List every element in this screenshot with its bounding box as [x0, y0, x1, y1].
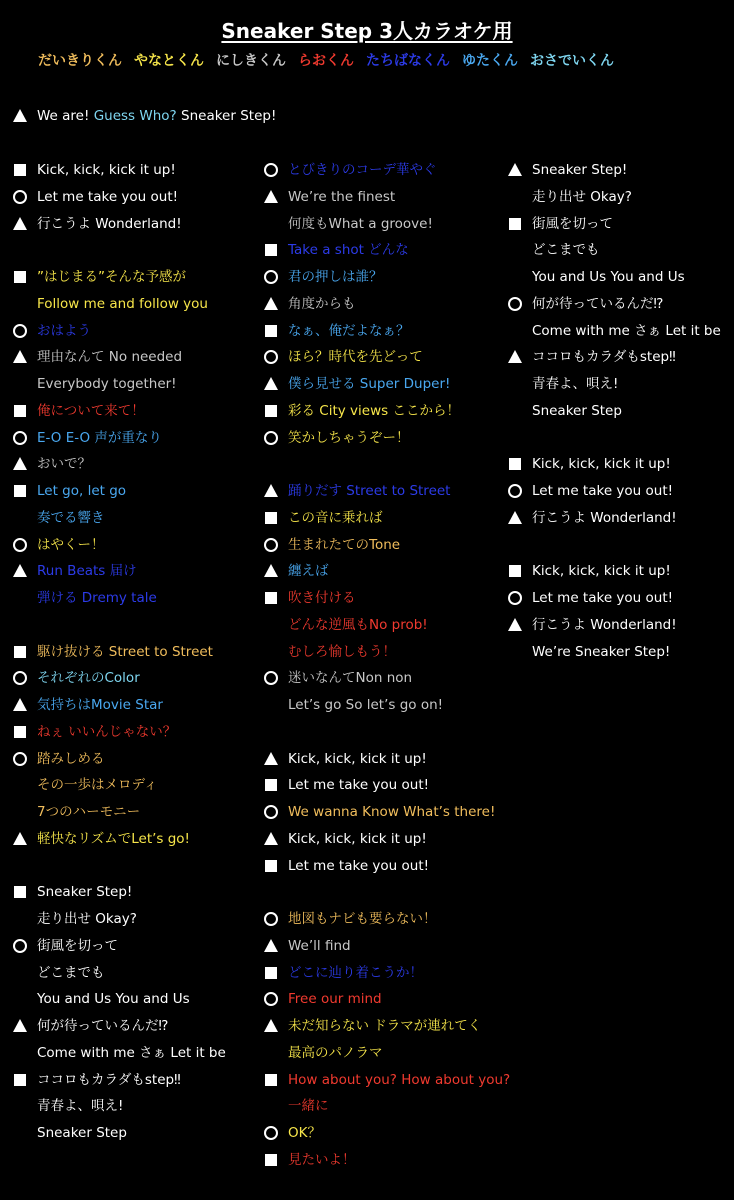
lyric-segment: Sneaker Step!	[37, 884, 133, 900]
lyric-text	[288, 291, 356, 317]
lyric-text	[288, 425, 410, 451]
lyric-segment: Follow me and follow you	[37, 296, 208, 312]
lyric-segment: Kick, kick, kick it up!	[288, 831, 427, 847]
lyric-segment: ねぇ いいんじゃない？	[37, 724, 177, 740]
lyric-text	[288, 906, 437, 932]
lyric-text	[288, 960, 423, 986]
circle-marker-icon	[264, 805, 278, 819]
lyric-text	[532, 291, 663, 317]
lyric-text	[288, 532, 400, 558]
lyric-segment: 僕ら見せる Super Duper!	[288, 376, 451, 392]
lyric-segment: We’re the finest	[288, 189, 396, 205]
lyric-segment: 彩る City views ここから！	[288, 403, 460, 419]
lyric-segment: ほら？時代を先どって	[288, 349, 423, 365]
lyric-text	[532, 371, 618, 397]
lyric-segment: 青春よ、唄え!	[37, 1098, 124, 1114]
square-marker-icon	[509, 218, 521, 230]
lyric-segment: ココロもカラダもstep‼	[532, 349, 676, 365]
lyric-segment: 行こうよ Wonderland!	[532, 617, 677, 633]
lyric-text	[288, 933, 351, 959]
square-marker-icon	[265, 779, 277, 791]
lyric-text	[532, 478, 673, 504]
member-name: おさでいくん	[530, 53, 614, 69]
lyric-segment: 奏でる響き	[37, 510, 105, 526]
lyric-segment: We’ll find	[288, 938, 351, 954]
triangle-marker-icon	[264, 832, 278, 845]
lyric-text	[532, 558, 671, 584]
lyric-segment: おいで？	[37, 456, 91, 472]
lyric-text	[288, 184, 395, 210]
lyric-segment: 理由なんて No needed	[37, 349, 183, 365]
lyric-segment: 君の押しは誰？	[288, 269, 383, 285]
lyric-segment: 何度もWhat a groove!	[288, 216, 433, 232]
triangle-marker-icon	[508, 163, 522, 176]
lyric-segment: 行こうよ Wonderland!	[532, 510, 677, 526]
lyric-text	[288, 344, 423, 370]
lyric-segment: 踊りだす Street to Street	[288, 483, 451, 499]
lyric-segment: Sneaker Step	[532, 403, 622, 419]
square-marker-icon	[265, 1154, 277, 1166]
circle-marker-icon	[264, 270, 278, 284]
lyric-segment: 最高のパノラマ	[288, 1045, 383, 1061]
lyric-segment: 迷いなんてNon non	[288, 670, 413, 686]
circle-marker-icon	[264, 992, 278, 1006]
lyric-segment: Let me take you out!	[288, 858, 430, 874]
lyric-segment: Come with me さぁ Let it be	[37, 1045, 226, 1061]
lyric-segment: はやくー！	[37, 537, 105, 553]
circle-marker-icon	[508, 297, 522, 311]
circle-marker-icon	[264, 671, 278, 685]
square-marker-icon	[265, 405, 277, 417]
lyric-text	[288, 1013, 481, 1039]
lyric-segment: Come with me さぁ Let it be	[532, 323, 721, 339]
square-marker-icon	[509, 458, 521, 470]
triangle-marker-icon	[508, 618, 522, 631]
lyric-text	[288, 665, 412, 691]
lyric-text	[532, 639, 670, 665]
lyric-segment: なぁ、俺だよなぁ？	[288, 323, 410, 339]
lyric-segment: We are!	[37, 108, 94, 124]
lyric-segment: どこまでも	[37, 965, 105, 981]
member-name: らおくん	[298, 53, 354, 69]
lyric-text	[288, 211, 433, 237]
lyric-segment: どこに辿り着こうか！	[288, 965, 423, 981]
lyric-segment: むしろ愉しもう！	[288, 644, 396, 660]
lyric-segment: Kick, kick, kick it up!	[288, 751, 427, 767]
lyric-segment: 俺について来て！	[37, 403, 145, 419]
square-marker-icon	[265, 325, 277, 337]
lyric-text	[288, 371, 450, 397]
lyric-segment: Let me take you out!	[532, 590, 674, 606]
lyric-segment: 弾ける Dremy tale	[37, 590, 157, 606]
lyric-text	[288, 264, 383, 290]
circle-marker-icon	[508, 591, 522, 605]
lyric-text	[532, 211, 613, 237]
triangle-marker-icon	[264, 377, 278, 390]
circle-marker-icon	[264, 163, 278, 177]
lyric-text	[288, 1093, 329, 1119]
lyric-text	[532, 451, 671, 477]
lyric-segment: Free our mind	[288, 991, 382, 1007]
lyric-segment: Kick, kick, kick it up!	[532, 456, 671, 472]
lyric-text	[532, 318, 721, 344]
lyric-text	[288, 1147, 356, 1173]
lyric-segment: 駆け抜ける Street to Street	[37, 644, 213, 660]
lyric-text	[288, 237, 409, 263]
triangle-marker-icon	[264, 752, 278, 765]
lyric-segment: We wanna Know What’s there!	[288, 804, 496, 820]
lyric-segment: 気持ちはMovie Star	[37, 697, 163, 713]
lyric-segment: おはよう	[37, 323, 91, 339]
lyric-text	[288, 986, 382, 1012]
lyric-segment: OK？	[288, 1125, 321, 1141]
circle-marker-icon	[264, 912, 278, 926]
triangle-marker-icon	[508, 350, 522, 363]
lyric-segment: 走り出せ Okay?	[532, 189, 632, 205]
lyric-segment: 笑かしちゃうぞー！	[288, 430, 410, 446]
lyric-text	[288, 558, 329, 584]
lyric-text	[288, 478, 450, 504]
lyric-segment: You and Us You and Us	[37, 991, 190, 1007]
lyric-text	[532, 264, 685, 290]
lyric-text	[288, 639, 396, 665]
lyric-text	[288, 505, 383, 531]
lyric-text	[288, 1120, 321, 1146]
square-marker-icon	[265, 512, 277, 524]
lyric-segment: Let me take you out!	[288, 777, 430, 793]
lyric-text	[288, 1067, 510, 1093]
triangle-marker-icon	[264, 939, 278, 952]
square-marker-icon	[265, 860, 277, 872]
lyric-text	[288, 772, 429, 798]
circle-marker-icon	[264, 350, 278, 364]
lyric-segment: Everybody together!	[37, 376, 177, 392]
lyric-segment: とびきりのコーデ華やぐ	[288, 162, 437, 178]
lyric-segment: Let’s go So let’s go on!	[288, 697, 444, 713]
lyric-segment: Sneaker Step!	[181, 108, 277, 124]
lyric-segment: 未だ知らない ドラマが連れてく	[288, 1018, 482, 1034]
lyric-segment: Let go, let go	[37, 483, 127, 499]
lyric-segment: 吹き付ける	[288, 590, 356, 606]
square-marker-icon	[265, 244, 277, 256]
lyric-text	[532, 612, 677, 638]
lyric-segment: Let me take you out!	[532, 483, 674, 499]
lyric-text	[288, 585, 356, 611]
lyric-text	[288, 799, 495, 825]
lyric-segment: 踏みしめる	[37, 751, 105, 767]
lyric-segment: 何が待っているんだ⁉	[37, 1018, 169, 1034]
lyric-text	[288, 612, 428, 638]
circle-marker-icon	[264, 431, 278, 445]
lyric-text	[288, 692, 443, 718]
member-name: だいきりくん	[38, 53, 122, 69]
lyric-segment: 7つのハーモニー	[37, 804, 141, 820]
lyric-text	[532, 237, 600, 263]
lyric-segment: 街風を切って	[532, 216, 613, 232]
lyric-segment: 街風を切って	[37, 938, 118, 954]
member-name: やなとくん	[134, 53, 204, 69]
lyric-segment: ”はじまる”そんな予感が	[37, 269, 186, 285]
square-marker-icon	[265, 1074, 277, 1086]
member-name: たちばなくん	[366, 53, 450, 69]
lyric-text	[532, 157, 627, 183]
lyric-segment: Kick, kick, kick it up!	[37, 162, 176, 178]
lyric-text	[288, 853, 429, 879]
square-marker-icon	[265, 592, 277, 604]
lyric-segment: Sneaker Step	[37, 1125, 127, 1141]
lyric-segment: How about you? How about you?	[288, 1072, 511, 1088]
lyric-segment: どんな逆風もNo prob!	[288, 617, 428, 633]
triangle-marker-icon	[264, 297, 278, 310]
triangle-marker-icon	[264, 190, 278, 203]
lyric-text	[532, 398, 622, 424]
lyric-text	[288, 398, 460, 424]
triangle-marker-icon	[264, 564, 278, 577]
circle-marker-icon	[264, 538, 278, 552]
lyric-text	[532, 344, 676, 370]
lyric-text	[288, 746, 427, 772]
lyric-segment: Take a shot どんな	[288, 242, 409, 258]
square-marker-icon	[509, 565, 521, 577]
lyric-segment: You and Us You and Us	[532, 269, 685, 285]
lyric-segment: 軽快なリズムでLet’s go!	[37, 831, 190, 847]
member-name: にしきくん	[216, 53, 286, 69]
lyric-text	[532, 585, 673, 611]
lyric-segment: 行こうよ Wonderland!	[37, 216, 182, 232]
lyric-text	[288, 1040, 383, 1066]
lyric-text	[288, 157, 437, 183]
lyric-segment: どこまでも	[532, 242, 600, 258]
lyric-segment: 一緒に	[288, 1098, 329, 1114]
lyric-segment: この音に乗れば	[288, 510, 383, 526]
lyric-segment: E-O E-O 声が重なり	[37, 430, 162, 446]
title-text: Sneaker Step 3人カラオケ用	[221, 19, 513, 43]
square-marker-icon	[265, 967, 277, 979]
lyric-text	[288, 826, 427, 852]
circle-marker-icon	[508, 484, 522, 498]
lyric-text	[532, 505, 677, 531]
lyric-segment: Run Beats 届け	[37, 563, 137, 579]
lyric-segment: 生まれたてのTone	[288, 537, 401, 553]
lyric-segment: 何が待っているんだ⁉	[532, 296, 664, 312]
lyric-segment: ココロもカラダもstep‼	[37, 1072, 181, 1088]
member-name: ゆたくん	[462, 53, 518, 69]
lyric-segment: 青春よ、唄え!	[532, 376, 619, 392]
lyric-segment: We’re Sneaker Step!	[532, 644, 671, 660]
lyric-segment: 纏えば	[288, 563, 329, 579]
lyric-segment: Kick, kick, kick it up!	[532, 563, 671, 579]
lyric-segment: それぞれのColor	[37, 670, 140, 686]
circle-marker-icon	[264, 1126, 278, 1140]
lyric-segment: その一歩はメロディ	[37, 777, 158, 793]
lyric-segment: Let me take you out!	[37, 189, 179, 205]
lyric-segment: Guess Who?	[93, 108, 182, 124]
lyric-text	[288, 318, 410, 344]
lyric-segment: 角度からも	[288, 296, 356, 312]
lyric-text	[532, 184, 632, 210]
lyric-segment: 見たいよ！	[288, 1152, 356, 1168]
lyric-segment: 走り出せ Okay?	[37, 911, 137, 927]
triangle-marker-icon	[508, 511, 522, 524]
triangle-marker-icon	[264, 484, 278, 497]
lyric-segment: 地図もナビも要らない！	[288, 911, 437, 927]
lyric-segment: Sneaker Step!	[532, 162, 628, 178]
triangle-marker-icon	[264, 1019, 278, 1032]
